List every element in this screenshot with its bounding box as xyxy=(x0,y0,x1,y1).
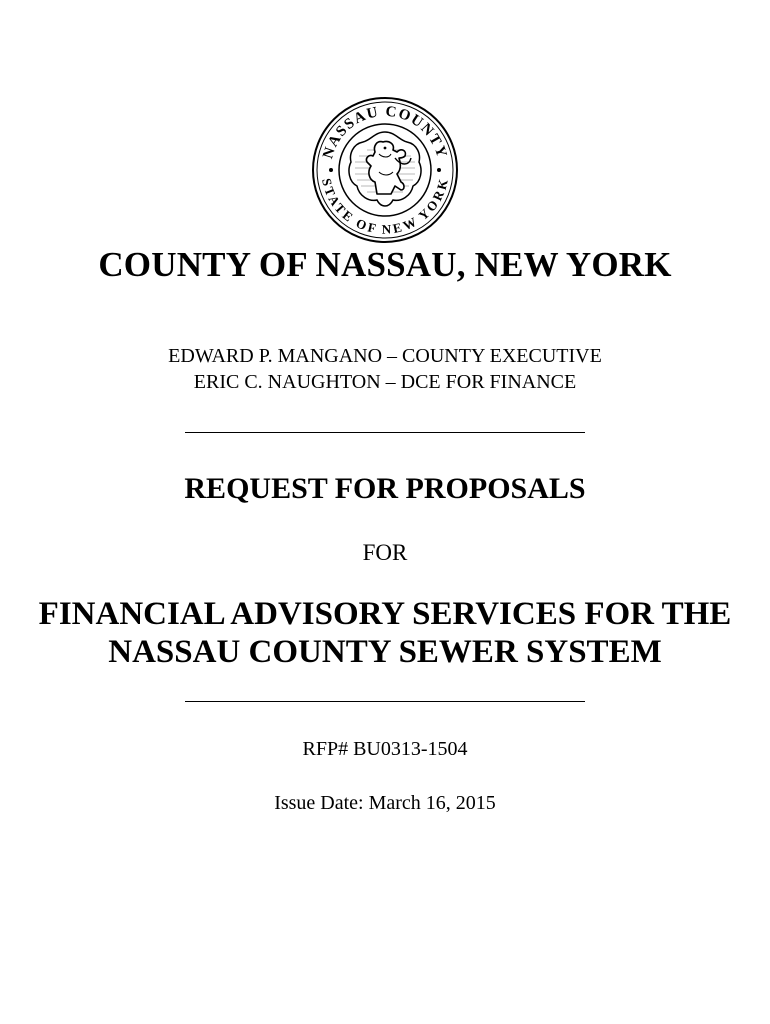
rfp-heading: REQUEST FOR PROPOSALS xyxy=(184,472,586,505)
divider-bottom xyxy=(185,701,585,702)
divider-top xyxy=(185,432,585,433)
seal-top-text: NASSAU COUNTY xyxy=(320,103,450,161)
services-title-line-2: NASSAU COUNTY SEWER SYSTEM xyxy=(108,634,662,670)
rfp-number: RFP# BU0313-1504 xyxy=(302,738,468,760)
county-executive-line: EDWARD P. MANGANO – COUNTY EXECUTIVE xyxy=(168,345,602,367)
issue-date: Issue Date: March 16, 2015 xyxy=(274,792,496,814)
services-title-line-1: FINANCIAL ADVISORY SERVICES FOR THE xyxy=(38,596,732,632)
county-title: COUNTY OF NASSAU, NEW YORK xyxy=(98,245,672,284)
for-label: FOR xyxy=(362,540,408,565)
seal-bottom-text: STATE OF NEW YORK xyxy=(319,176,452,237)
county-seal-logo xyxy=(311,96,459,244)
finance-officer-line: ERIC C. NAUGHTON – DCE FOR FINANCE xyxy=(193,371,577,393)
